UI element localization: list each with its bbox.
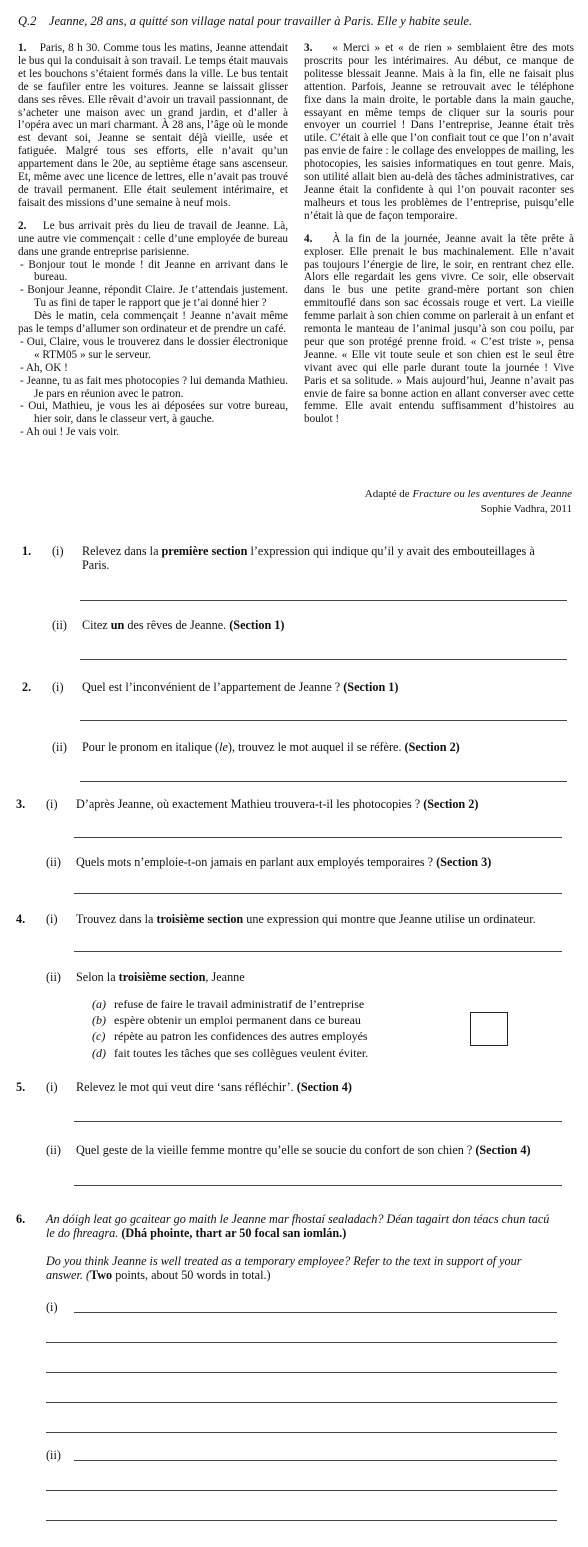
q4ii-bold: troisième section: [118, 970, 206, 984]
question-2-number: 2.: [22, 680, 32, 694]
dialogue-line: - Bonjour Jeanne, répondit Claire. Je t’attendais justement. Tu as fini de taper le rapport que je t’ai donné hier ?: [20, 284, 288, 310]
answer-line[interactable]: [46, 1372, 557, 1373]
section-4: [304, 233, 574, 427]
q2ii-sec: (Section 2): [404, 740, 460, 754]
q1i-bold: première section: [161, 544, 248, 558]
answer-line[interactable]: [74, 951, 562, 952]
answer-line[interactable]: [74, 1460, 557, 1461]
q6-english-main: Do you think Jeanne is well treated as a temporary employee? Refer to the text in support of your answer. (: [46, 1254, 522, 1282]
section-3-number: 3.: [304, 42, 313, 54]
section-2-number: 2.: [18, 219, 27, 232]
q2i-sec: (Section 1): [343, 680, 399, 694]
section-2-intro-text: Le bus arrivait près du lieu de travail de Jeanne. Là, une autre vie commençait : celle d’une employée de bureau dans une grande entreprise parisienne.: [18, 219, 288, 258]
option-letter: (b): [92, 1013, 106, 1028]
question-6-i-label: (i): [46, 1300, 58, 1314]
question-5-i-text: [76, 1080, 566, 1094]
answer-line[interactable]: [80, 720, 567, 721]
credit-prefix: Adapté de: [364, 488, 413, 500]
section-3: [304, 42, 574, 223]
question-5-i-label: (i): [46, 1080, 58, 1094]
question-3-number: 3.: [16, 797, 26, 811]
q2ii-pre: Pour le pronom en italique (: [82, 740, 220, 754]
question-3-i-label: (i): [46, 797, 58, 811]
answer-line[interactable]: [74, 1312, 557, 1313]
question-4-number: 4.: [16, 912, 26, 926]
answer-line[interactable]: [46, 1342, 557, 1343]
question-4-ii-label: (ii): [46, 970, 61, 984]
q6-irish-text: An dóigh leat go gcaitear go maith le Jeanne mar fhostaí sealadach? Déan tagairt don téacs chun tacú le do fhreagra.: [46, 1212, 550, 1240]
question-3-ii-text: [76, 855, 581, 869]
answer-line[interactable]: [80, 600, 567, 601]
q1ii-post: des rêves de Jeanne.: [124, 618, 230, 632]
question-6-ii-label: (ii): [46, 1448, 61, 1462]
answer-line[interactable]: [74, 893, 562, 894]
q1ii-pre: Citez: [82, 618, 111, 632]
question-header: [18, 14, 578, 29]
q5i-sec: (Section 4): [296, 1080, 352, 1094]
left-column: [18, 42, 288, 439]
right-column: [304, 42, 574, 426]
q1i-post: l’expression qui indique qu’il y avait des embouteillages à Paris.: [82, 544, 535, 572]
answer-line[interactable]: [80, 659, 567, 660]
question-3-ii-label: (ii): [46, 855, 61, 869]
q3ii-sec: (Section 3): [436, 855, 492, 869]
question-5-ii-label: (ii): [46, 1143, 61, 1157]
option-text: espère obtenir un emploi permanent dans ce bureau: [114, 1013, 361, 1028]
question-2-ii-text: [82, 740, 572, 754]
question-3-i-text: [76, 797, 576, 811]
option-text: refuse de faire le travail administratif de l’entreprise: [114, 997, 365, 1011]
question-1-ii-label: (ii): [52, 618, 67, 632]
option-letter: (c): [92, 1029, 106, 1044]
credit-author: Sophie Vadhra, 2011: [480, 503, 572, 515]
option-text: fait toutes les tâches que ses collègues veulent éviter.: [114, 1045, 369, 1060]
answer-line[interactable]: [46, 1520, 557, 1521]
question-5-number: 5.: [16, 1080, 26, 1094]
q1ii-sec: (Section 1): [229, 618, 285, 632]
q5ii-text: Quel geste de la vieille femme montre qu’elle se soucie du confort de son chien ?: [76, 1143, 476, 1157]
q1ii-bold: un: [110, 618, 125, 632]
answer-line[interactable]: [46, 1490, 557, 1491]
dialogue-line: - Jeanne, tu as fait mes photocopies ? lui demanda Mathieu. Je pars en réunion avec le patron.: [20, 374, 288, 400]
q1i-pre: Relevez dans la: [82, 544, 162, 558]
dialogue-line: - Ah oui ! Je vais voir.: [20, 426, 120, 439]
question-4-i-text: [76, 912, 586, 926]
q2i-text: Quel est l’inconvénient de l’appartement de Jeanne ?: [82, 680, 344, 694]
narration-line: Dès le matin, cela commençait ! Jeanne n’avait même pas le temps d’allumer son ordinateur et de prendre un café.: [18, 310, 288, 336]
dialogue-line: - Oui, Mathieu, je vous les ai déposées sur votre bureau, hier soir, dans le classeur vert, à gauche.: [20, 400, 288, 426]
section-1-text: Paris, 8 h 30. Comme tous les matins, Jeanne attendait le bus qui la conduisait à son travail. Le temps était mauvais et les bouchons s’étaient formés dans la ville. Le bus tentait de se faufiler entre les voitures. Jeanne se laissait glisser dans ses rêves. Elle rêvait d’avoir un travail passionnant, de s’acheter une maison avec un grand jardin, et d’aller à l’opéra avec un mari charmant. À 28 ans, l’âge où le monde est devant soi, Jeanne se sentait déjà vieille, usée et fatiguée. Malgré tous ses efforts, elle n’avait qu’un appartement dans le 20e, au septième étage sans ascenseur. Et, même avec une licence de lettres, elle n’avait pas trouvé de travail permanent. Elle était seulement intérimaire, et faisait des missions d’une semaine à neuf mois.: [18, 42, 289, 209]
question-4-i-label: (i): [46, 912, 58, 926]
question-number: Q.2: [18, 14, 37, 28]
answer-line[interactable]: [74, 1185, 562, 1186]
q4i-bold: troisième section: [156, 912, 244, 926]
q3i-sec: (Section 2): [423, 797, 479, 811]
question-6-irish: [46, 1212, 556, 1240]
question-1-i-label: (i): [52, 544, 64, 558]
q6-english-bold: Two: [90, 1268, 113, 1282]
section-4-text: À la fin de la journée, Jeanne avait la tête prête à exploser. Elle prenait le bus machinalement. Elle n’avait pas toujours l’énergie de lire, le soir, en rentrant chez elle. Alors elle regardait les gens vivre. Ce soir, elle observait dans le bus une petite grand-mère portant son chien emmitouflé dans son sac écossais rouge et vert. La vieille femme parlait à son chien comme on parlerait à un enfant et remonta le manteau de l’animal jusqu’à son cou poilu, par peur que son protégé prenne froid. « C’est triste », pensa Jeanne. « Elle vit toute seule et son chien est le seul être vivant avec qui elle parle durant toute la journée ! Vive Paris et sa solitude. » Mais aujourd’hui, Jeanne n’avait pas envie de faire sa bonne action en allant converser avec cette femme. Elle avait entendu suffisamment d’histoires au boulot !: [304, 232, 574, 426]
answer-line[interactable]: [74, 1121, 562, 1122]
question-2-ii-label: (ii): [52, 740, 67, 754]
q4i-pre: Trouvez dans la: [76, 912, 157, 926]
q4ii-pre: Selon la: [76, 970, 119, 984]
credit-work-title: Fracture ou les aventures de Jeanne: [412, 488, 572, 500]
dialogue-line: - Oui, Claire, vous le trouverez dans le dossier électronique « RTM05 » sur le serveur.: [20, 335, 288, 361]
question-2-i-label: (i): [52, 680, 64, 694]
q4ii-post: , Jeanne: [205, 970, 245, 984]
question-6-number: 6.: [16, 1212, 26, 1226]
q2ii-it: le: [219, 740, 228, 754]
option-letter: (d): [92, 1045, 106, 1060]
answer-box[interactable]: [470, 1012, 508, 1046]
answer-line[interactable]: [80, 781, 567, 782]
credit-line: [172, 488, 572, 500]
dialogue-line: - Ah, OK !: [20, 361, 68, 374]
option-text: répète au patron les confidences des autres employés: [114, 1029, 368, 1044]
q6-irish-bold: (Dhá phointe, thart ar 50 focal san iomlán.): [121, 1226, 347, 1240]
q4i-post: une expression qui montre que Jeanne utilise un ordinateur.: [243, 912, 536, 926]
section-2-intro: [18, 220, 288, 259]
question-2-i-text: [82, 680, 562, 694]
dialogue-line: - Bonjour tout le monde ! dit Jeanne en arrivant dans le bureau.: [20, 258, 288, 284]
answer-line[interactable]: [46, 1432, 557, 1433]
q3ii-text: Quels mots n’emploie-t-on jamais en parlant aux employés temporaires ?: [76, 855, 437, 869]
section-4-number: 4.: [304, 232, 313, 245]
q2ii-post: ), trouvez le mot auquel il se réfère.: [227, 740, 405, 754]
q6-english-text: [46, 1254, 561, 1282]
q5i-text: Relevez le mot qui veut dire ‘sans réfléchir’.: [76, 1080, 297, 1094]
q3i-text: D’après Jeanne, où exactement Mathieu trouvera-t-il les photocopies ?: [76, 797, 424, 811]
option-letter: (a): [92, 997, 106, 1011]
answer-line[interactable]: [46, 1402, 557, 1403]
answer-line[interactable]: [74, 837, 562, 838]
section-1: [18, 42, 288, 210]
question-1-number: 1.: [22, 544, 32, 558]
question-4-ii-text: [76, 970, 556, 984]
question-1-i-text: [82, 544, 562, 572]
question-intro: Jeanne, 28 ans, a quitté son village natal pour travailler à Paris. Elle y habite seule.: [48, 14, 473, 28]
question-1-ii-text: [82, 618, 562, 632]
source-credit: [172, 488, 572, 515]
section-3-text: « Merci » et « de rien » semblaient être des mots proscrits pour les intérimaires. Au début, ce manque de politesse blessait Jeanne. Mais à la fin, elle ne faisait plus attention. Parfois, Jeanne se retrouvait avec le téléphone fixe dans la main droite, le portable dans la main gauche, essayant en même temps de cliquer sur la souris pour envoyer un courriel ! Dans l’entreprise, Jeanne était très utile. C’était à elle que l’on confiait tout ce que l’on n’avait pas envie de faire : le collage des enveloppes de mailing, les photocopies, les saisies informatiques en tout genre. Mais, son utilité allait bien au-delà des tâches administratives, car Jeanne était la confidente à qui l’on pouvait raconter ses malheurs et tous les problèmes de l’entreprise, puisqu’elle n’était là que de façon temporaire.: [304, 42, 575, 222]
section-1-number: 1.: [18, 42, 27, 54]
question-5-ii-text: [76, 1143, 586, 1157]
q5ii-sec: (Section 4): [475, 1143, 531, 1157]
q6-english-post: points, about 50 words in total.): [112, 1268, 271, 1282]
